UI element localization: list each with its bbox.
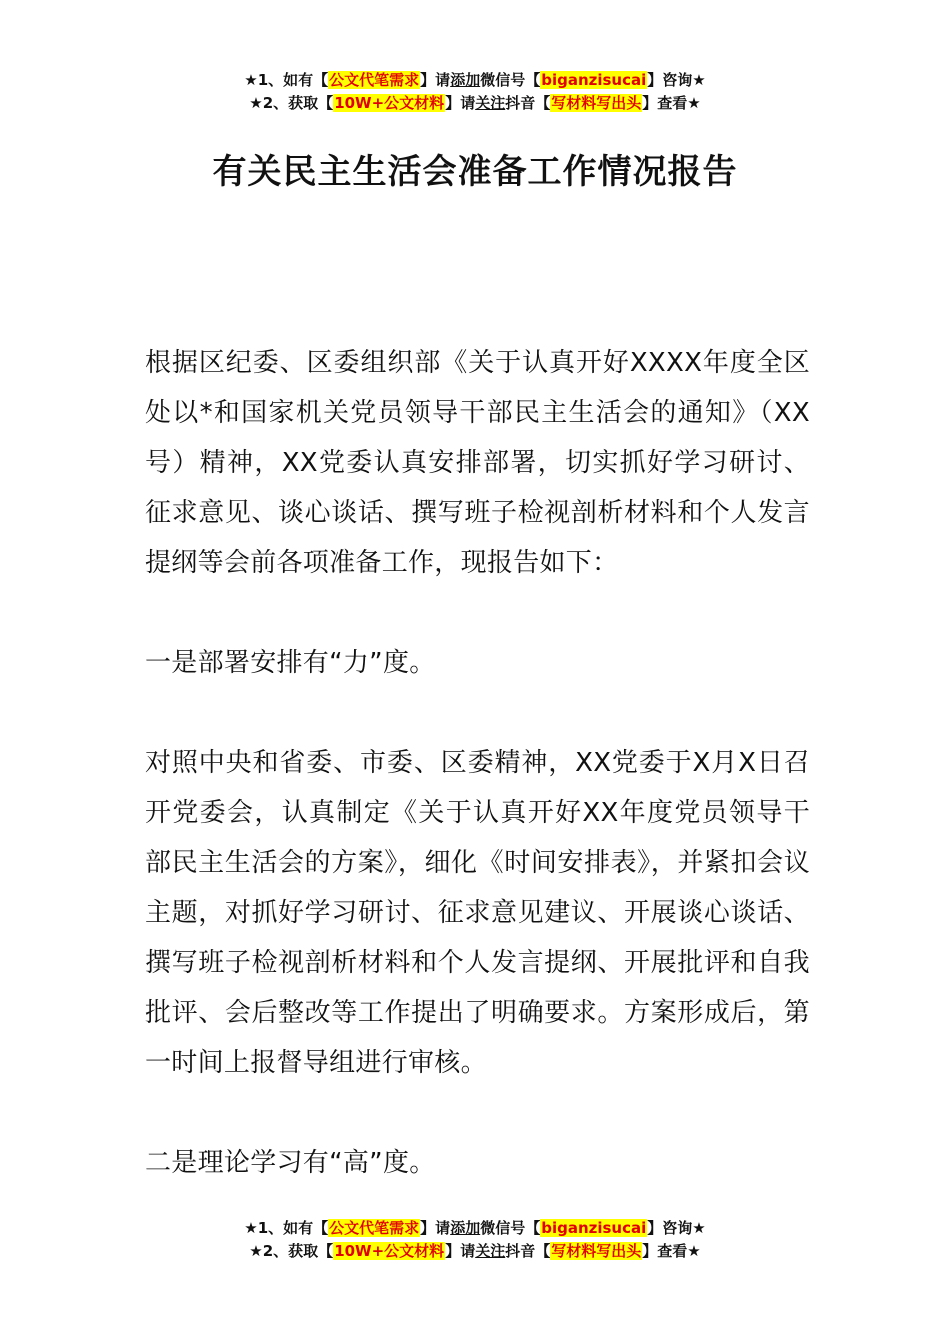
banner-highlight-wechat: biganzisucai xyxy=(541,71,647,89)
footer-banner xyxy=(0,1217,950,1263)
banner-highlight: 10W+公文材料 xyxy=(334,1242,445,1260)
banner-text: 】查看★ xyxy=(642,1242,701,1260)
banner-line-2 xyxy=(0,1240,950,1263)
banner-underline: 关注 xyxy=(475,94,506,112)
banner-highlight: 公文代笔需求 xyxy=(329,71,420,89)
banner-line-2 xyxy=(0,92,950,115)
banner-highlight-douyin: 写材料写出头 xyxy=(551,94,642,112)
banner-text: 微信号【 xyxy=(480,71,541,89)
banner-text: 】咨询★ xyxy=(647,71,706,89)
banner-text: 】咨询★ xyxy=(647,1219,706,1237)
banner-underline: 关注 xyxy=(475,1242,506,1260)
banner-text: 微信号【 xyxy=(480,1219,541,1237)
banner-text: 抖音【 xyxy=(505,94,551,112)
banner-underline: 添加 xyxy=(450,71,481,89)
banner-text: 】请 xyxy=(445,1242,476,1260)
section-heading-2: 二是理论学习有“高”度。 xyxy=(145,1148,436,1178)
banner-highlight-douyin: 写材料写出头 xyxy=(551,1242,642,1260)
banner-text: ★2、获取【 xyxy=(249,1242,334,1260)
banner-text: ★1、如有【 xyxy=(244,71,329,89)
banner-line-1 xyxy=(0,69,950,92)
section-heading-1: 一是部署安排有“力”度。 xyxy=(145,648,436,678)
banner-underline: 添加 xyxy=(450,1219,481,1237)
banner-text: ★1、如有【 xyxy=(244,1219,329,1237)
document-title: 有关民主生活会准备工作情况报告 xyxy=(212,152,738,192)
header-banner xyxy=(0,69,950,115)
banner-text: 】请 xyxy=(420,71,451,89)
banner-text: 】请 xyxy=(420,1219,451,1237)
banner-text: 】查看★ xyxy=(642,94,701,112)
banner-text: 】请 xyxy=(445,94,476,112)
banner-text: ★2、获取【 xyxy=(249,94,334,112)
banner-line-1 xyxy=(0,1217,950,1240)
paragraph-intro: 根据区纪委、区委组织部《关于认真开好XXXX年度全区处以*和国家机关党员领导干部民主生活会的通知》（XX号）精神，XX党委认真安排部署，切实抓好学习研讨、征求意见、谈心谈话、撰写班子检视剖析材料和个人发言提纲等会前各项准备工作，现报告如下： xyxy=(145,348,810,578)
banner-highlight: 公文代笔需求 xyxy=(329,1219,420,1237)
document-body xyxy=(145,338,810,1188)
banner-highlight-wechat: biganzisucai xyxy=(541,1219,647,1237)
banner-highlight: 10W+公文材料 xyxy=(334,94,445,112)
banner-text: 抖音【 xyxy=(505,1242,551,1260)
paragraph-section-1: 对照中央和省委、市委、区委精神，XX党委于X月X日召开党委会，认真制定《关于认真开好XX年度党员领导干部民主生活会的方案》，细化《时间安排表》，并紧扣会议主题，对抓好学习研讨、征求意见建议、开展谈心谈话、撰写班子检视剖析材料和个人发言提纲、开展批评和自我批评、会后整改等工作提出了明确要求。方案形成后，第一时间上报督导组进行审核。 xyxy=(145,748,810,1078)
